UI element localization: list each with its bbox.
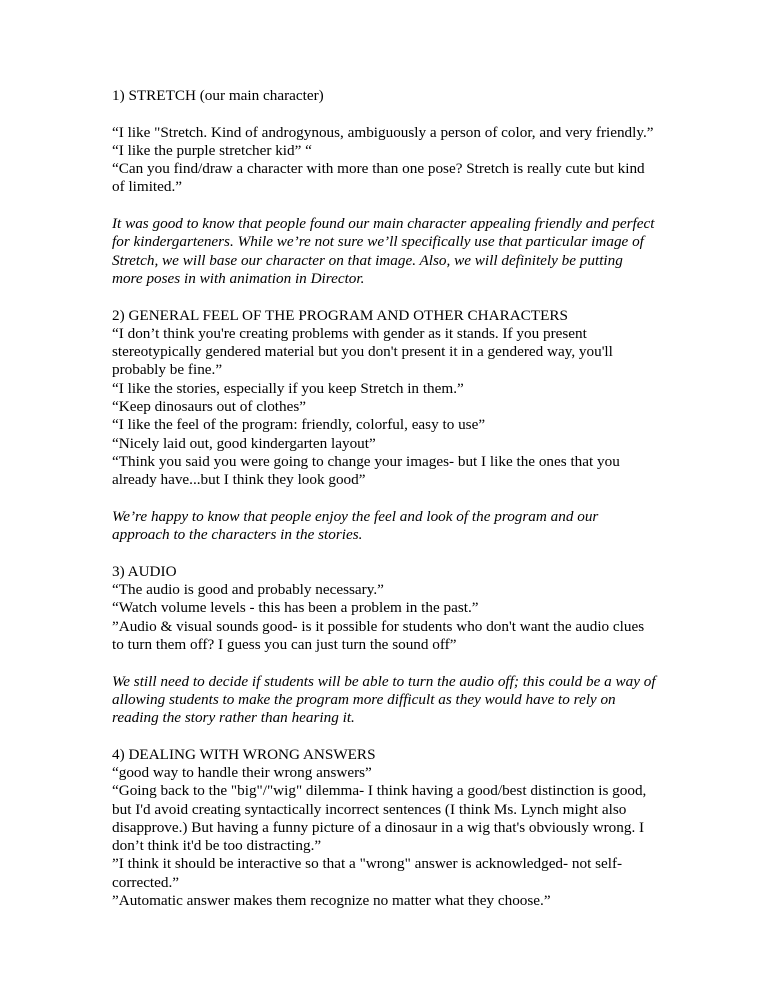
section-general-feel (112, 307, 672, 563)
response-line: approach to the characters in the stories. (112, 526, 363, 544)
quote-line: corrected.” (112, 873, 180, 891)
response-line: We’re happy to know that people enjoy the feel and look of the program and our (112, 507, 599, 525)
section-stretch (112, 87, 672, 307)
quote-line: stereotypically gendered material but you don't present it in a gendered way, you'll (112, 343, 613, 361)
response-line: for kindergarteners. While we’re not sure we’ll specifically use that particular image of (112, 233, 644, 251)
quote-line: of limited.” (112, 178, 183, 196)
quote-line: “Can you find/draw a character with more than one pose? Stretch is really cute but kind (112, 160, 645, 178)
section-heading: 1) STRETCH (our main character) (112, 87, 324, 104)
quote-line: “Nicely laid out, good kindergarten layout” (112, 434, 376, 452)
quote-line: “Watch volume levels - this has been a problem in the past.” (112, 599, 479, 617)
section-heading: 3) AUDIO (112, 562, 177, 580)
quote-line: “I don’t think you're creating problems with gender as it stands. If you present (112, 324, 587, 342)
response-line: Stretch, we will base our character on that image. Also, we will definitely be putting (112, 251, 623, 269)
response-line: reading the story rather than hearing it. (112, 709, 355, 727)
quote-line: “The audio is good and probably necessary.” (112, 581, 384, 599)
quote-line: “I like the feel of the program: friendly, colorful, easy to use” (112, 416, 486, 434)
quote-line: “Going back to the "big"/"wig" dilemma- I think having a good/best distinction is good, (112, 782, 647, 800)
quote-line: disapprove.) But having a funny picture of a dinosaur in a wig that's obviously wrong. I (112, 818, 645, 836)
quote-line: “good way to handle their wrong answers” (112, 763, 372, 781)
quote-line: probably be fine.” (112, 361, 223, 379)
quote-line: don’t think it'd be too distracting.” (112, 837, 322, 855)
response-line: It was good to know that people found our main character appealing friendly and perfect (112, 215, 655, 233)
section-audio (112, 563, 672, 746)
response-line: allowing students to make the program more difficult as they would have to rely on (112, 690, 616, 708)
quote-line: “I like the stories, especially if you keep Stretch in them.” (112, 379, 464, 397)
quote-line: ”Audio & visual sounds good- is it possible for students who don't want the audio clues (112, 617, 645, 635)
response-line: more poses in with animation in Director. (112, 269, 365, 287)
quote-line: already have...but I think they look good” (112, 471, 366, 489)
quote-line: “Think you said you were going to change your images- but I like the ones that you (112, 452, 620, 470)
section-heading: 2) GENERAL FEEL OF THE PROGRAM AND OTHER CHARACTERS (112, 306, 568, 324)
quote-line: “Keep dinosaurs out of clothes” (112, 398, 307, 416)
quote-line: “I like "Stretch. Kind of androgynous, ambiguously a person of color, and very friendly.” (112, 123, 654, 141)
quote-line: to turn them off? I guess you can just turn the sound off” (112, 635, 457, 653)
section-wrong-answers (112, 746, 672, 911)
quote-line: ”Automatic answer makes them recognize no matter what they choose.” (112, 892, 551, 910)
quote-line: ”I think it should be interactive so that a "wrong" answer is acknowledged- not self- (112, 855, 623, 873)
response-line: We still need to decide if students will be able to turn the audio off; this could be a way of (112, 672, 656, 690)
section-heading: 4) DEALING WITH WRONG ANSWERS (112, 745, 376, 763)
document-page (112, 87, 672, 910)
quote-line: “I like the purple stretcher kid” “ (112, 141, 312, 159)
quote-line: but I'd avoid creating syntactically incorrect sentences (I think Ms. Lynch might also (112, 800, 627, 818)
